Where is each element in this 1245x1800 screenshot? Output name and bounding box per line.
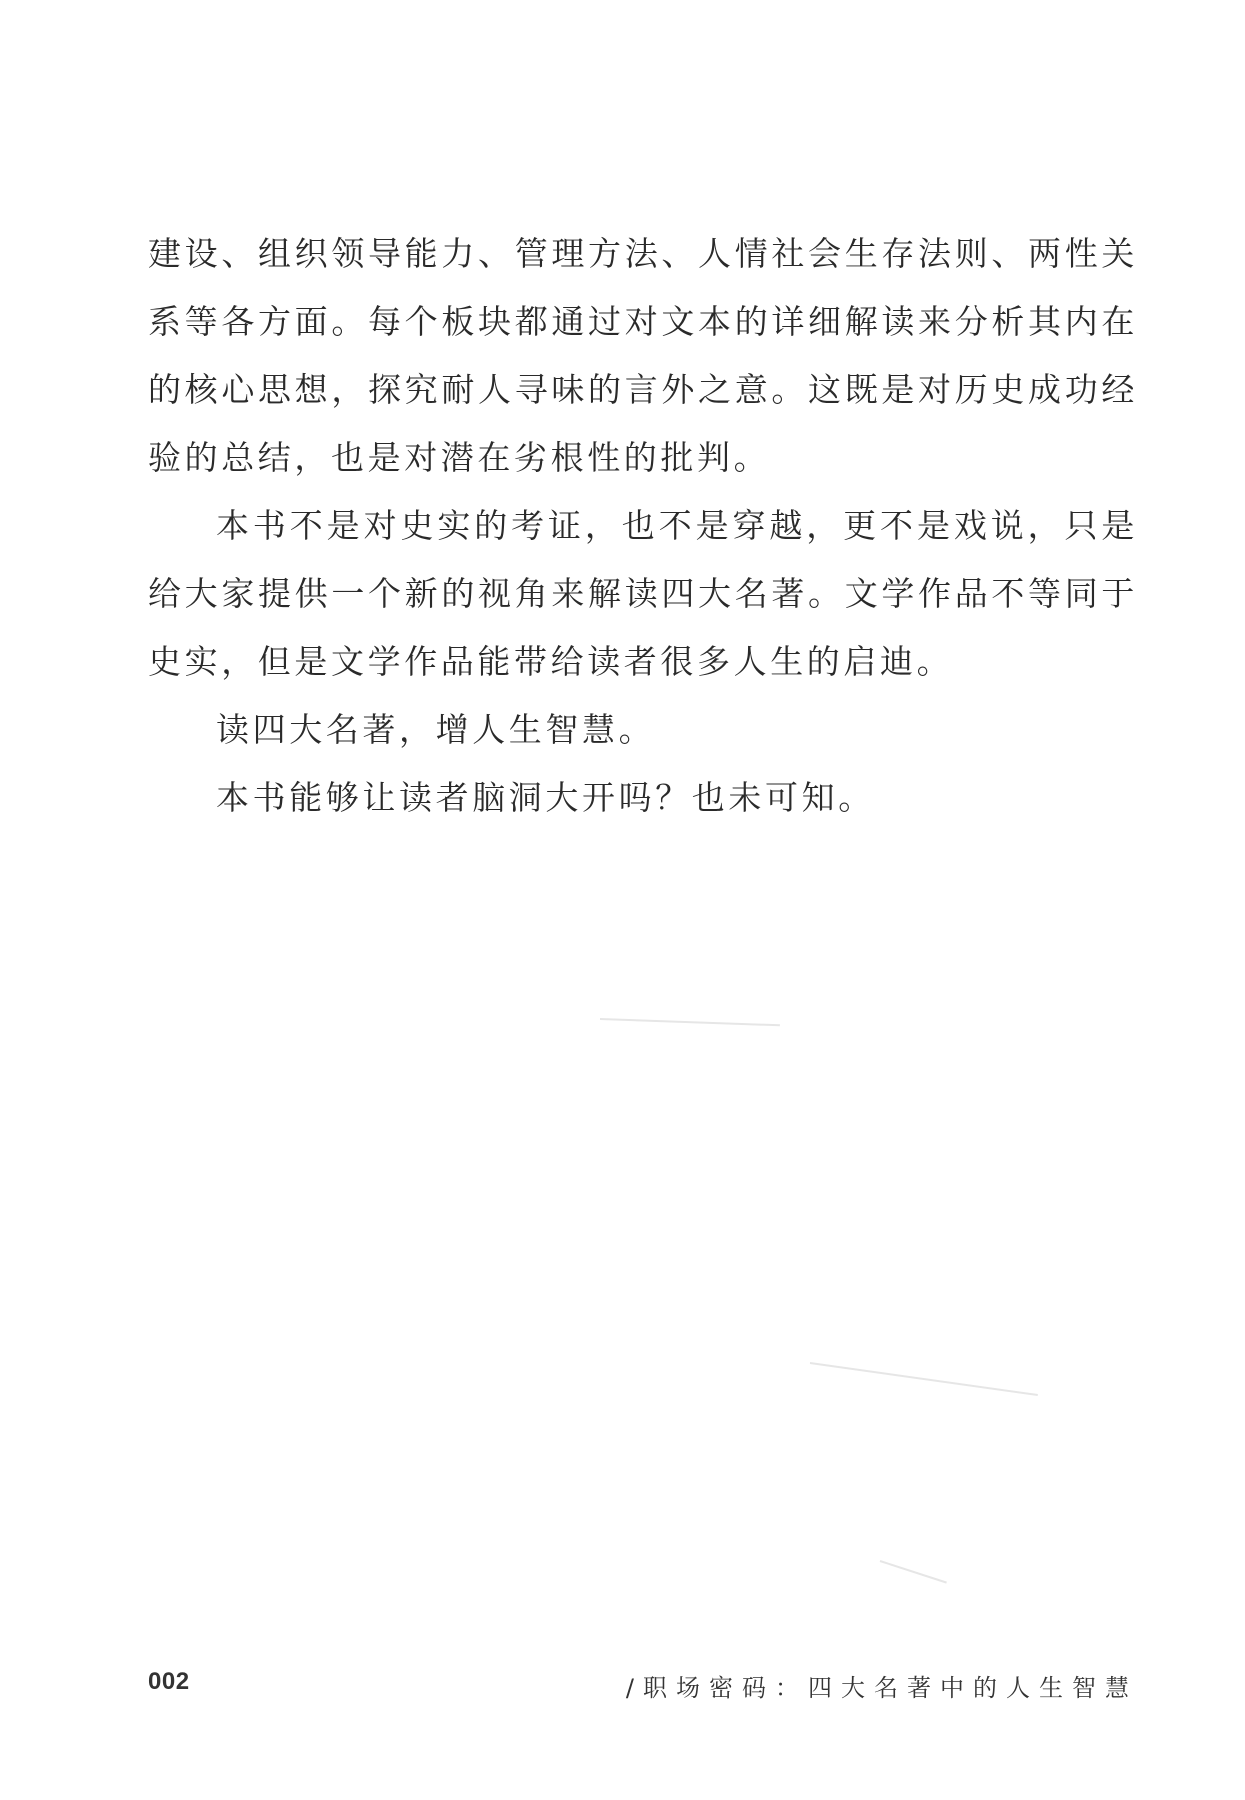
scan-mark <box>810 1362 1038 1396</box>
paragraph-2: 本书不是对史实的考证，也不是穿越，更不是戏说，只是给大家提供一个新的视角来解读四大名著。文学作品不等同于史实，但是文学作品能带给读者很多人生的启迪。 <box>148 506 1138 681</box>
running-title: /职场密码：四大名著中的人生智慧 <box>625 1674 1138 1702</box>
scan-mark <box>600 1018 780 1026</box>
paragraph-4: 本书能够让读者脑洞大开吗？也未可知。 <box>216 778 875 817</box>
body-text <box>148 220 1138 832</box>
paragraph-3: 读四大名著，增人生智慧。 <box>216 710 656 749</box>
scan-mark <box>880 1560 947 1584</box>
page-number: 002 <box>148 1668 190 1695</box>
paragraph-1: 建设、组织领导能力、管理方法、人情社会生存法则、两性关系等各方面。每个板块都通过对文本的详细解读来分析其内在的核心思想，探究耐人寻味的言外之意。这既是对历史成功经验的总结，也是对潜在劣根性的批判。 <box>148 234 1138 477</box>
page-footer <box>148 1668 1138 1708</box>
